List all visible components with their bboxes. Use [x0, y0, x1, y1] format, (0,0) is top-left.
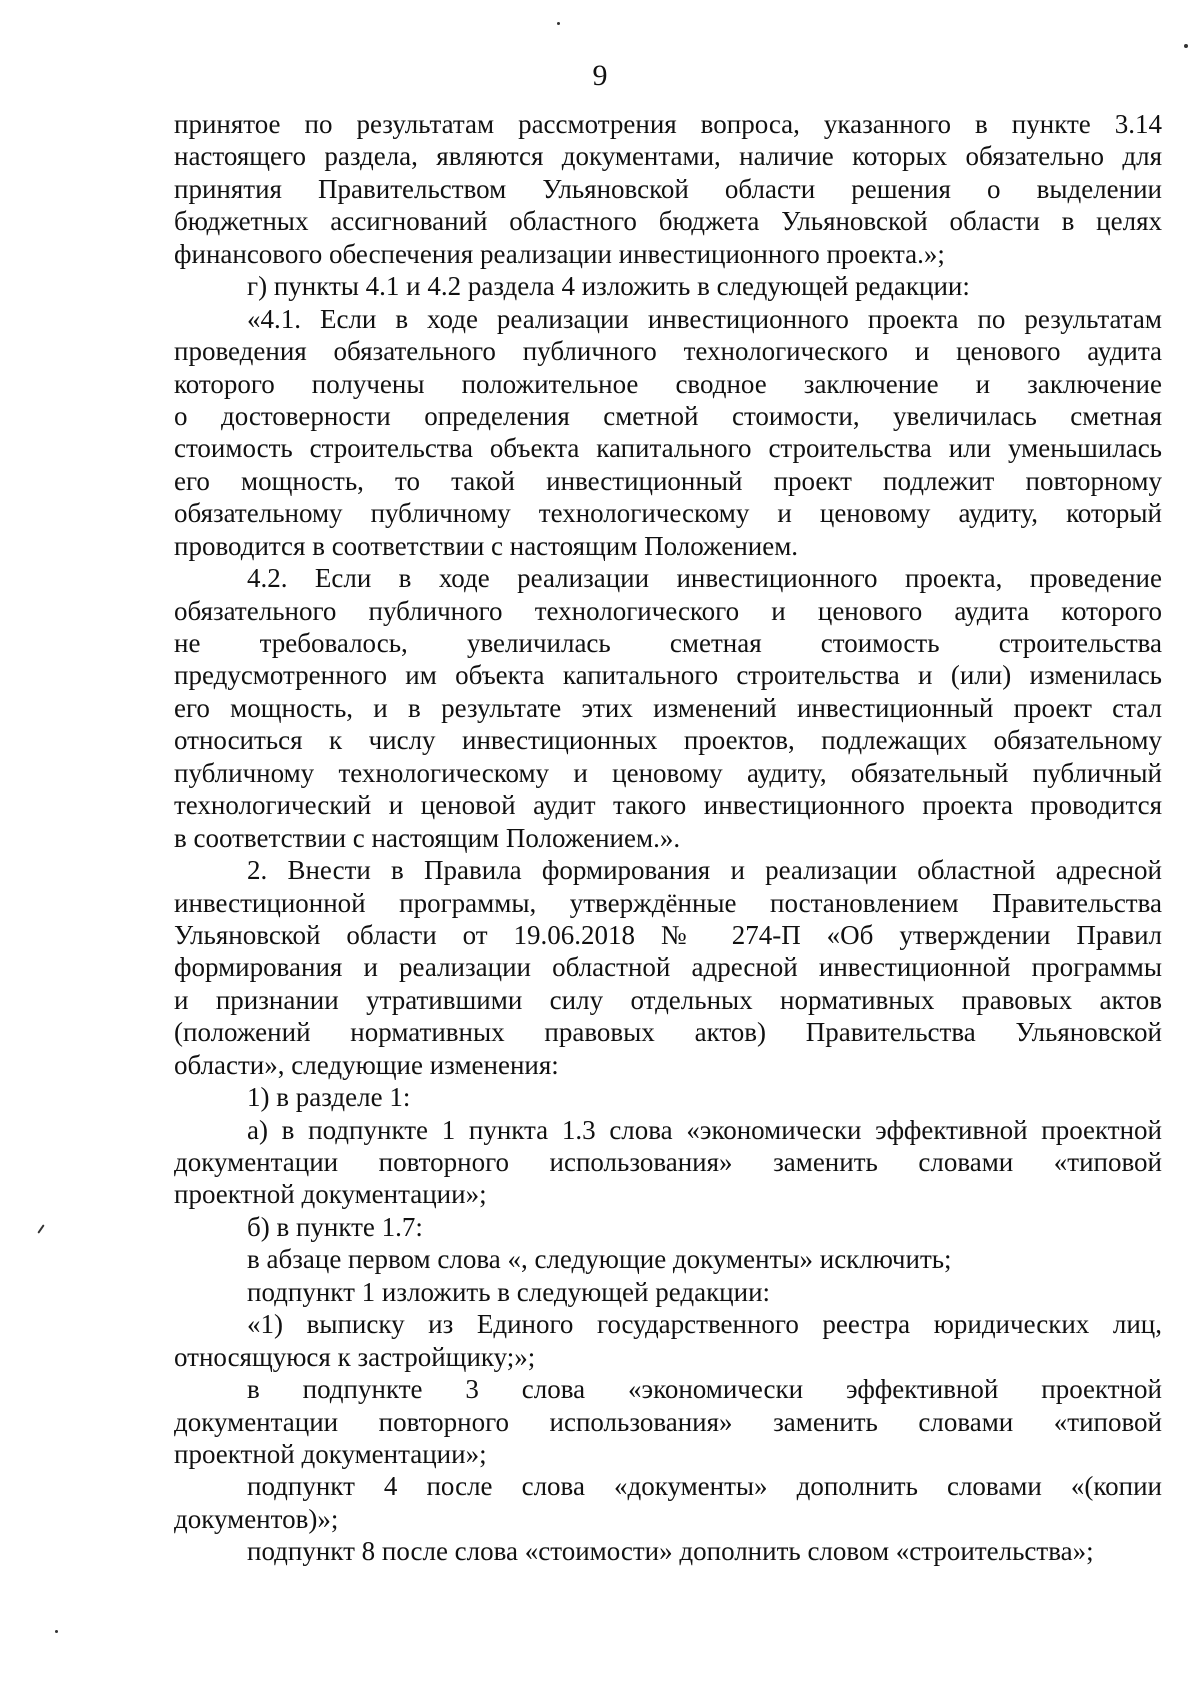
text-line: относиться к числу инвестиционных проектов, подлежащих обязательному [174, 725, 1162, 756]
scan-speck [37, 1224, 44, 1233]
text-line: проведения обязательного публичного технологического и ценового аудита [174, 336, 1162, 367]
text-line: подпункт 4 после слова «документы» дополнить словами «(копии [247, 1471, 1162, 1502]
text-line: (положений нормативных правовых актов) Правительства Ульяновской [174, 1017, 1162, 1048]
text-line: «4.1. Если в ходе реализации инвестиционного проекта по результатам [247, 303, 1162, 334]
text-line: 1) в разделе 1: [247, 1082, 411, 1113]
text-line: не требовалось, увеличилась сметная стоимость строительства [174, 628, 1162, 658]
text-line: проектной документации»; [174, 1179, 487, 1210]
text-line: принятия Правительством Ульяновской области решения о выделении [174, 173, 1162, 204]
text-line: финансового обеспечения реализации инвестиционного проекта.»; [174, 238, 945, 269]
text-line: инвестиционной программы, утверждённые постановлением Правительства [174, 887, 1162, 918]
text-line: проводится в соответствии с настоящим Положением. [174, 530, 799, 561]
text-line: документов)»; [174, 1503, 339, 1534]
text-line: проектной документации»; [174, 1438, 487, 1469]
scan-speck [1184, 44, 1188, 48]
text-line: в подпункте 3 слова «экономически эффективной проектной [247, 1374, 1162, 1405]
text-line: б) в пункте 1.7: [247, 1211, 423, 1242]
text-line: и признании утратившими силу отдельных нормативных правовых актов [174, 984, 1162, 1015]
text-line: бюджетных ассигнований областного бюджета Ульяновской области в целях [174, 206, 1162, 237]
text-line: относящуюся к застройщику;»; [174, 1341, 536, 1372]
text-line: а) в подпункте 1 пункта 1.3 слова «экономически эффективной проектной [247, 1114, 1162, 1145]
text-line: в соответствии с настоящим Положением.». [174, 822, 681, 853]
text-line: стоимость строительства объекта капитального строительства или уменьшилась [174, 433, 1162, 464]
document-body [174, 108, 1162, 1568]
text-line: формирования и реализации областной адресной инвестиционной программы [174, 952, 1162, 983]
text-line: подпункт 8 после слова «стоимости» дополнить словом «строительства»; [247, 1536, 1094, 1567]
text-line: 4.2. Если в ходе реализации инвестиционного проекта, проведение [247, 563, 1162, 594]
page-number: 9 [592, 59, 608, 92]
text-line: документации повторного использования» заменить словами «типовой [174, 1406, 1162, 1437]
text-line: принятое по результатам рассмотрения вопроса, указанного в пункте 3.14 [174, 109, 1162, 139]
text-line: «1) выписку из Единого государственного реестра юридических лиц, [247, 1309, 1162, 1340]
text-line: 2. Внести в Правила формирования и реализации областной адресной [247, 855, 1162, 886]
text-line: подпункт 1 изложить в следующей редакции: [247, 1276, 771, 1307]
scan-speck [557, 22, 560, 25]
text-line: настоящего раздела, являются документами, наличие которых обязательно для [174, 141, 1162, 172]
text-line: области», следующие изменения: [174, 1049, 559, 1080]
text-line: публичному технологическому и ценовому аудиту, обязательный публичный [174, 757, 1162, 788]
text-line: обязательному публичному технологическому и ценовому аудиту, который [174, 498, 1162, 529]
text-line: Ульяновской области от 19.06.2018 № 274-П «Об утверждении Правил [174, 919, 1162, 950]
text-line: г) пункты 4.1 и 4.2 раздела 4 изложить в следующей редакции: [247, 271, 970, 302]
text-line: документации повторного использования» заменить словами «типовой [174, 1147, 1162, 1177]
text-line: которого получены положительное сводное заключение и заключение [174, 368, 1162, 399]
text-line: его мощность, то такой инвестиционный проект подлежит повторному [174, 465, 1162, 496]
text-line: в абзаце первом слова «, следующие документы» исключить; [247, 1244, 952, 1275]
scan-speck [55, 1630, 58, 1633]
text-line: предусмотренного им объекта капитального строительства и (или) изменилась [174, 660, 1162, 691]
text-line: обязательного публичного технологического и ценового аудита которого [174, 595, 1162, 626]
text-line: технологический и ценовой аудит такого инвестиционного проекта проводится [174, 790, 1162, 821]
text-line: о достоверности определения сметной стоимости, увеличилась сметная [174, 400, 1162, 431]
text-line: его мощность, и в результате этих изменений инвестиционный проект стал [174, 692, 1162, 723]
